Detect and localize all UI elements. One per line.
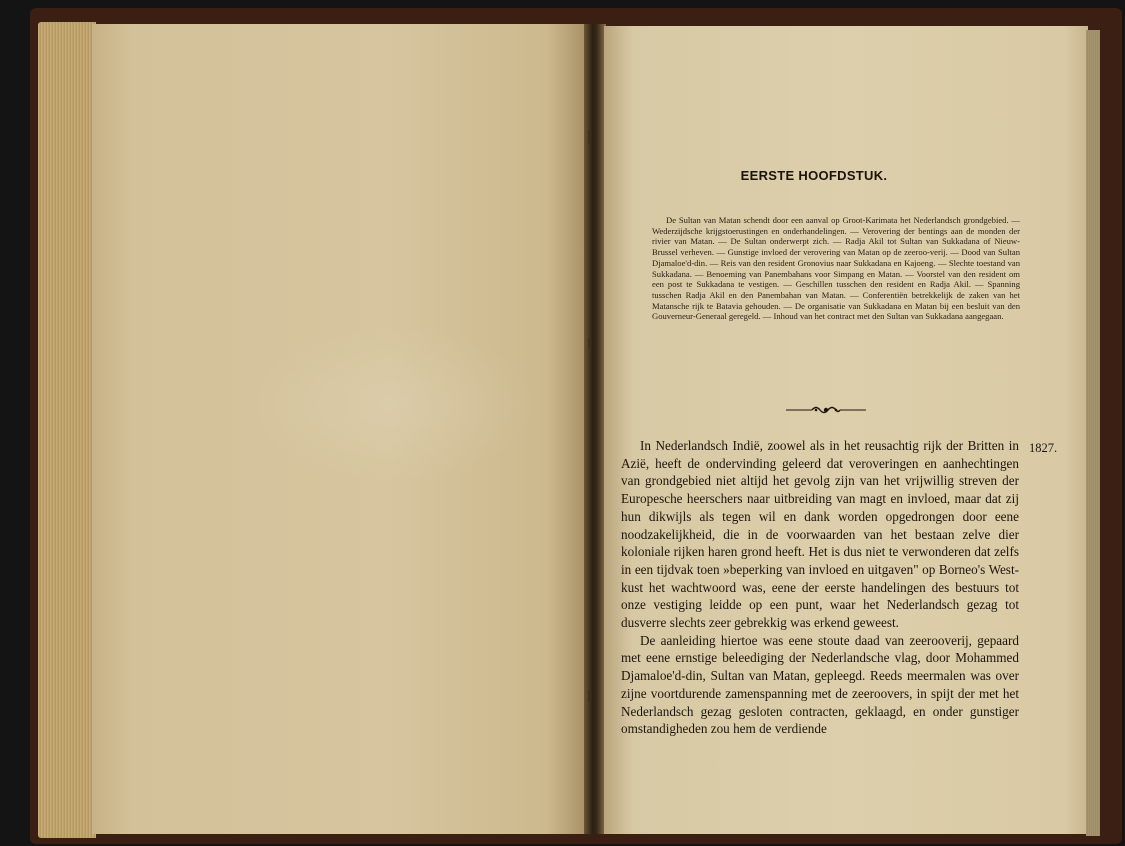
gutter-mark	[588, 690, 590, 702]
margin-year: 1827.	[1029, 441, 1058, 455]
chapter-title: EERSTE HOOFDSTUK.	[740, 168, 888, 183]
body-text	[621, 437, 1019, 738]
left-page-blank	[92, 24, 586, 834]
book-gutter	[584, 24, 606, 834]
ornament-divider-icon	[784, 403, 868, 417]
right-page-edges	[1086, 30, 1100, 836]
paragraph: De aanleiding hiertoe was eene stoute daad van zeerooverij, gepaard met eene ernstige beleediging der Nederlandsche vlag, door Mohammed Djamaloe'd-din, Sultan van Matan, gepleegd. Reeds meermalen was over zijne voortdurende zamenspanning met de zeeroovers, in spijt der met het Nederlandsch gezag gesloten contracten, geklaagd, en onder gunstiger omstandigheden zou hem de verdiende	[621, 632, 1019, 737]
paragraph: In Nederlandsch Indië, zoowel als in het reusachtig rijk der Britten in Azië, heeft de ondervinding geleerd dat veroveringen en aanhechtingen van grondgebied niet altijd het gevolg zijn van het vrijwillig streven der Europesche heerschers naar uitbreiding van magt en invloed, maar dat zij hun dikwijls als tegen wil en dank worden opgedrongen door eene noodzakelijkheid, die in de voorwaarden van het bestaan zelve dier koloniale rijken haren grond heeft. Het is dus niet te verwonderen dat zelfs in een tijdvak toen »beperking van invloed en uitgaven" op Borneo's West-kust het wachtwoord was, eene der eerste handelingen des bestuurs tot onze vestiging leidde op een punt, waar het Nederlandsch gezag tot dusverre slechts zeer gebrekkig was erkend geweest.	[621, 438, 1019, 631]
chapter-summary: De Sultan van Matan schendt door een aanval op Groot-Karimata het Nederlandsch grondgebied. — Wederzijdsche krijgstoerustingen en onderhandelingen. — Verovering der bentings aan de monden der rivier van Matan. — De Sultan onderwerpt zich. — Radja Akil tot Sultan van Sukkadana of Nieuw-Brussel verheven. — Gunstige invloed der verovering van Matan op de zeeroo-verij. — Dood van Sultan Djamaloe'd-din. — Reis van den resident Gronovius naar Sukkadana en Kajoeng. — Slechte toestand van Sukkadana. — Benoeming van Panembahans voor Simpang en Matan. — Voorstel van den resident om een post te Sukkadana te vestigen. — Geschillen tusschen den resident en Radja Akil. — Spanning tusschen Radja Akil en den Panembahan van Matan. — Conferentiën betrekkelijk de zaken van het Matansche rijk te Batavia gehouden. — De organisatie van Sukkadana en Matan bij een besluit van den Gouverneur-Generaal geregeld. — Inhoud van het contract met den Sultan van Sukkadana aangegaan.	[652, 215, 1020, 322]
show-through-shadow	[242, 324, 542, 484]
page-edges	[38, 22, 96, 838]
gutter-mark	[588, 338, 590, 348]
gutter-mark	[588, 130, 590, 144]
